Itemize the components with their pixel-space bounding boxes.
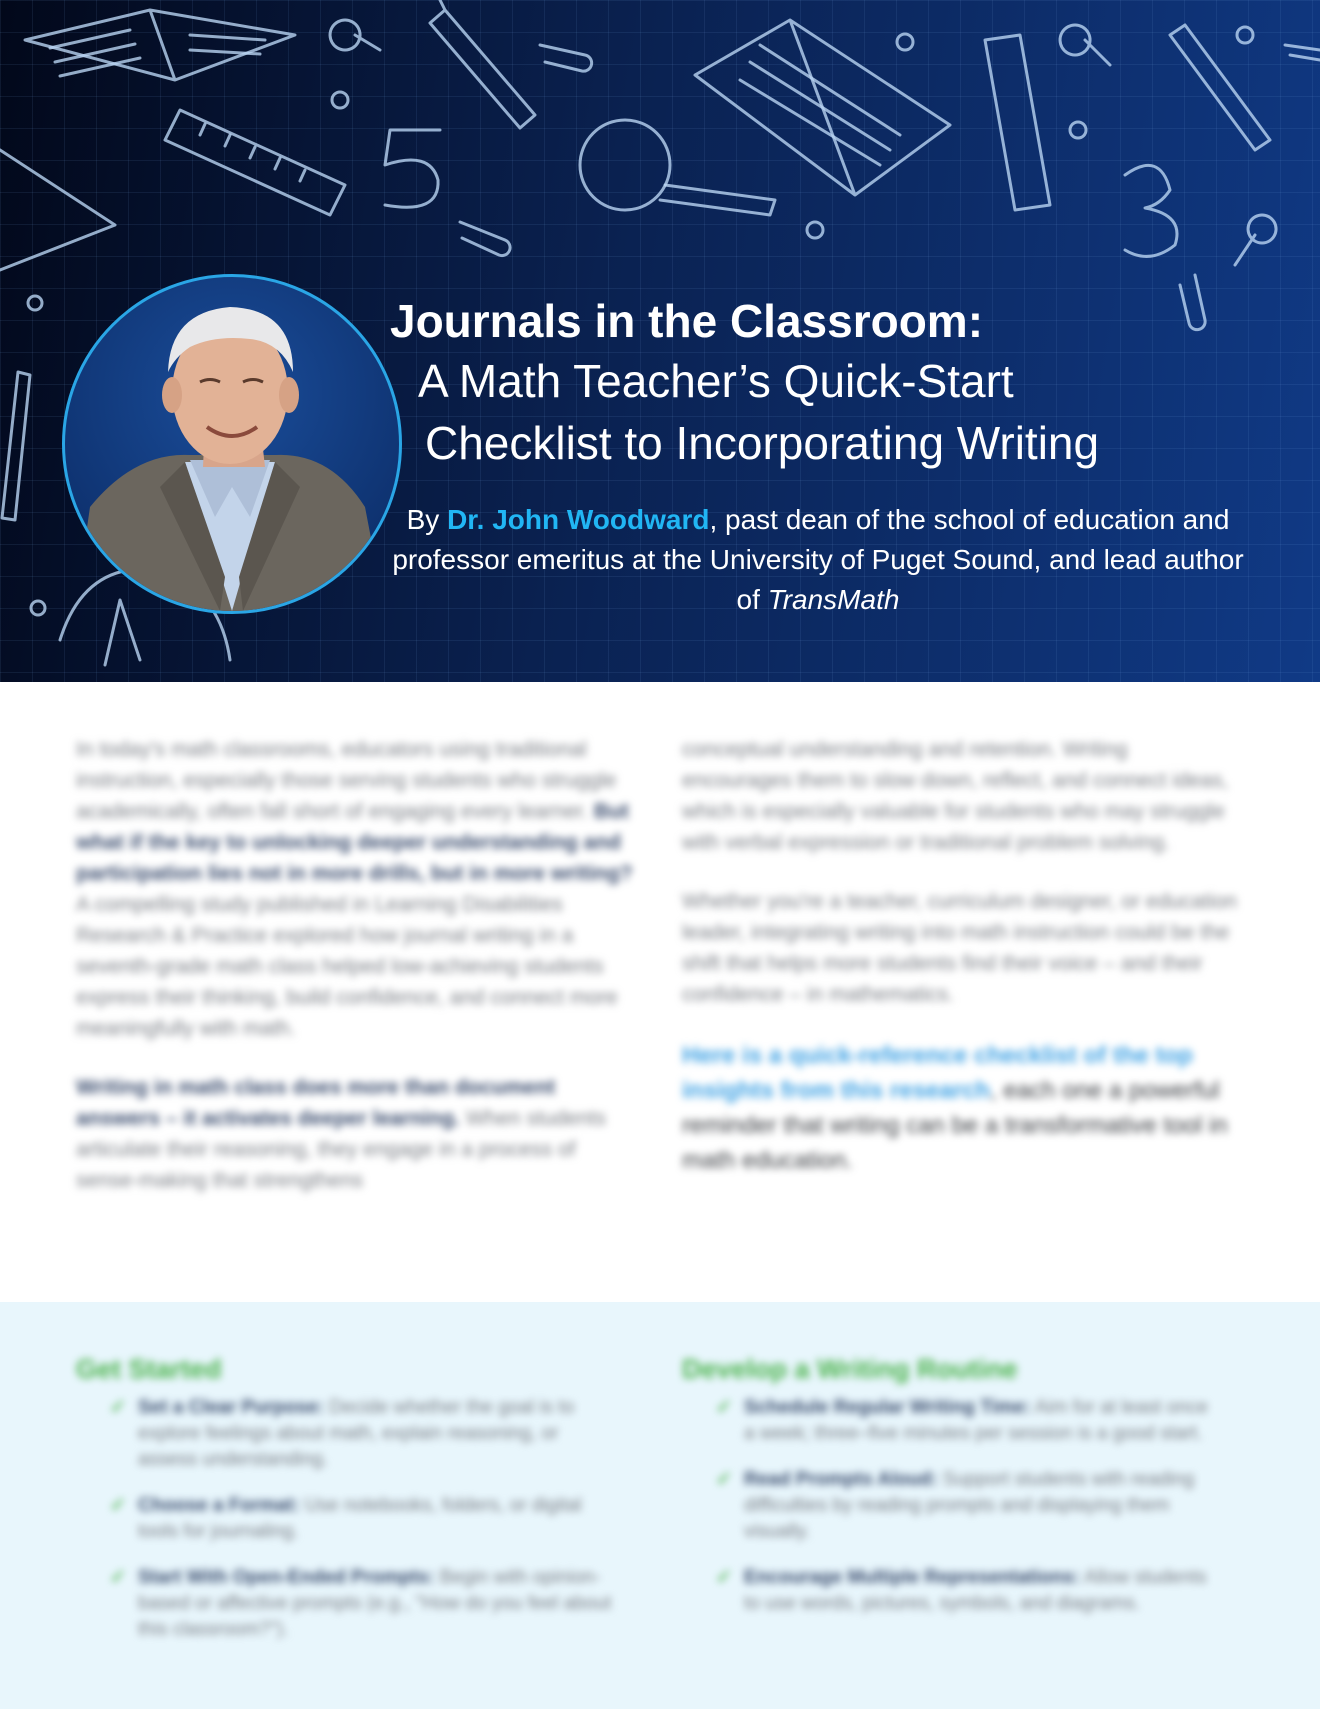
intro-p1-text: In today's math classrooms, educators using traditional instruction, especially those serving students who struggle academically, often fall short of engaging every learner. bbox=[76, 738, 617, 823]
checklist-item-text: Allow students to use words, pictures, symbols, and diagrams. bbox=[744, 1567, 1207, 1614]
pushpin-doodle bbox=[330, 20, 380, 50]
checklist-link[interactable]: Here is a quick-reference checklist of the top insights from this research bbox=[682, 1042, 1193, 1104]
intro-paragraph-2 bbox=[76, 1072, 636, 1196]
set-square-doodle bbox=[0, 150, 115, 270]
intro-paragraph-5 bbox=[682, 1038, 1242, 1178]
checklist-item-text: Aim for at least once a week; three–five minutes per session is a good start. bbox=[744, 1397, 1208, 1444]
check-icon: ✓ bbox=[716, 1469, 732, 1490]
number-five-doodle bbox=[385, 130, 440, 207]
ruler-doodle bbox=[165, 110, 345, 215]
checklist-heading-get-started: Get Started bbox=[76, 1354, 222, 1384]
checklist-left-column bbox=[76, 1354, 616, 1663]
check-icon: ✓ bbox=[110, 1397, 126, 1418]
intro-p2-end: When students articulate their reasoning, they engage in a process of sense-making that strengthens bbox=[76, 1107, 606, 1192]
intro-p5-end: , each one a powerful reminder that writing can be a transformative tool in math education. bbox=[682, 1077, 1228, 1174]
check-icon: ✓ bbox=[110, 1567, 126, 1588]
paperclip-doodle bbox=[540, 45, 592, 71]
pencil-doodle bbox=[430, 0, 535, 128]
byline-description: , past dean of the school of education and professor emeritus at the University of Puget Sound, and lead author of bbox=[392, 504, 1244, 615]
title-line-3: Checklist to Incorporating Writing bbox=[425, 417, 1100, 469]
intro-section bbox=[0, 682, 1320, 1302]
intro-paragraph-4: Whether you're a teacher, curriculum designer, or education leader, integrating writing into math instruction could be the shift that helps more students find their voice – and their confidence – in mathematics. bbox=[682, 890, 1237, 1006]
checklist-section bbox=[0, 1302, 1320, 1709]
magnifier-doodle bbox=[580, 120, 670, 210]
vertical-ruler-doodle bbox=[985, 35, 1050, 210]
checklist-item-title: Encourage Multiple Representations: bbox=[744, 1567, 1080, 1588]
check-icon: ✓ bbox=[110, 1495, 126, 1516]
intro-p1-bold: But what if the key to unlocking deeper understanding and participation lies not in more drills, but in more writing? bbox=[76, 800, 633, 885]
byline bbox=[378, 500, 1258, 620]
checklist-item bbox=[682, 1467, 1222, 1545]
check-icon: ✓ bbox=[716, 1397, 732, 1418]
author-portrait bbox=[62, 274, 402, 614]
byline-prefix: By bbox=[406, 504, 448, 535]
checklist-item-text: Begin with opinion-based or affective prompts (e.g., "How do you feel about this classroom?"). bbox=[138, 1567, 612, 1640]
checklist-item-title: Start With Open-Ended Prompts: bbox=[138, 1567, 435, 1588]
intro-left-column bbox=[76, 734, 636, 1224]
checklist-item bbox=[682, 1395, 1222, 1447]
pencil-doodle-right bbox=[1170, 25, 1270, 150]
checklist-item-title: Choose a Format: bbox=[138, 1495, 300, 1516]
intro-p2-bold: Writing in math class does more than document answers – it activates deeper learning. bbox=[76, 1076, 556, 1130]
intro-paragraph-3: conceptual understanding and retention. Writing encourages them to slow down, reflect, and connect ideas, which is especially valuable for students who may struggle with verbal expression or traditional problem solving. bbox=[682, 738, 1229, 854]
checklist-item bbox=[76, 1493, 616, 1545]
header-banner bbox=[0, 0, 1320, 682]
intro-p1-end: A compelling study published in Learning Disabilities Research & Practice explored how journal writing in a seventh-grade math class helped low-achieving students express their thinking, build confidence, and connect more meaningfully with math. bbox=[76, 893, 618, 1040]
checklist-item-text: Use notebooks, folders, or digital tools for journaling. bbox=[138, 1495, 582, 1542]
title-line-1: Journals in the Classroom: bbox=[390, 295, 984, 347]
checklist-item-text: Decide whether the goal is to explore feelings about math, explain reasoning, or assess understanding. bbox=[138, 1397, 575, 1470]
checklist-item bbox=[76, 1395, 616, 1473]
checklist-item-title: Schedule Regular Writing Time: bbox=[744, 1397, 1031, 1418]
checklist-item-text: Support students with reading difficulties by reading prompts and displaying them visually. bbox=[744, 1469, 1195, 1542]
book-title: TransMath bbox=[767, 584, 900, 615]
intro-paragraph-1 bbox=[76, 734, 636, 1044]
checklist-heading-routine: Develop a Writing Routine bbox=[682, 1354, 1018, 1384]
checklist-right-column bbox=[682, 1354, 1222, 1637]
checklist-item bbox=[682, 1565, 1222, 1617]
checklist-item-title: Set a Clear Purpose: bbox=[138, 1397, 324, 1418]
check-icon: ✓ bbox=[716, 1567, 732, 1588]
checklist-item-title: Read Prompts Aloud: bbox=[744, 1469, 938, 1490]
author-name: Dr. John Woodward bbox=[447, 504, 710, 535]
checklist-item bbox=[76, 1565, 616, 1643]
title-line-2: A Math Teacher’s Quick-Start bbox=[418, 355, 1014, 407]
number-three-doodle bbox=[1125, 165, 1177, 256]
intro-right-column bbox=[682, 734, 1242, 1206]
